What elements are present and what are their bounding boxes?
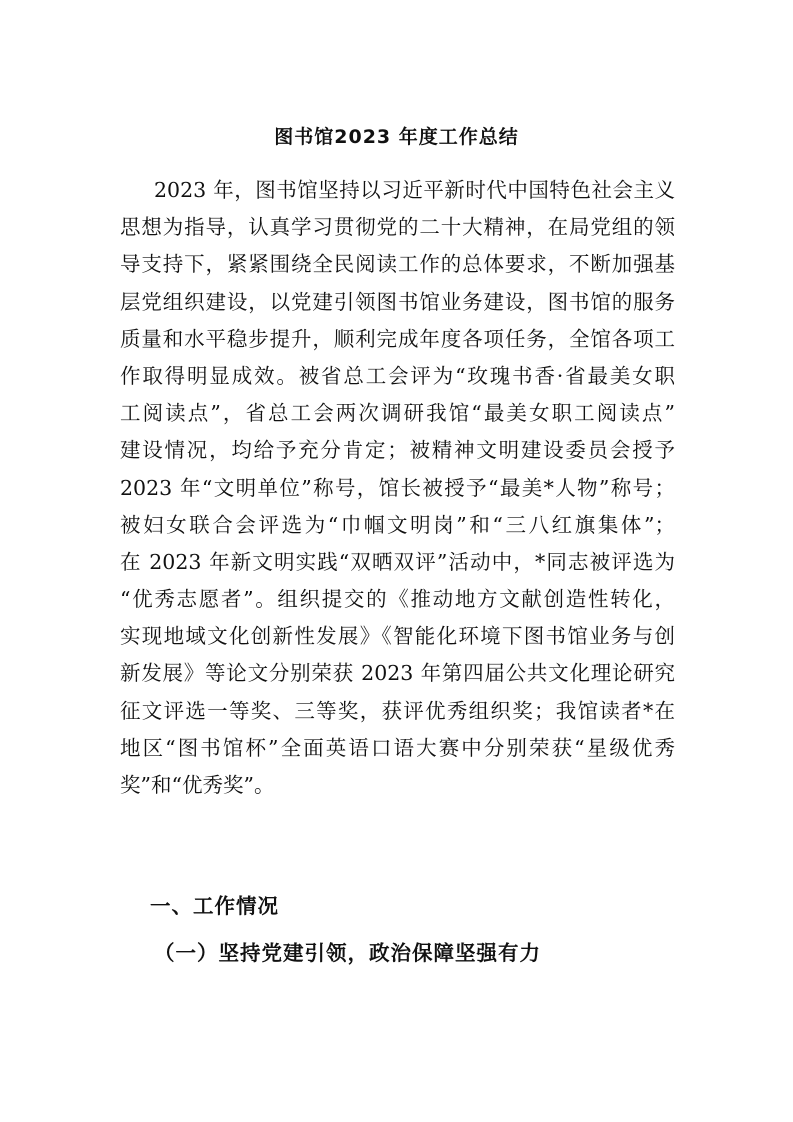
paragraph-line: “优秀志愿者”。组织提交的《推动地方文献创造性转化， bbox=[120, 587, 675, 612]
paragraph-line: 2023 年“文明单位”称号，馆长被授予“最美*人物”称号； bbox=[120, 475, 675, 500]
paragraph-line: 建设情况，均给予充分肯定；被精神文明建设委员会授予 bbox=[120, 438, 675, 463]
paragraph-line: 在 2023 年新文明实践“双晒双评”活动中，*同志被评选为 bbox=[120, 549, 675, 574]
paragraph-line: 奖”和“优秀奖”。 bbox=[120, 773, 275, 797]
paragraph-line: 实现地域文化创新性发展》《智能化环境下图书馆业务与创 bbox=[120, 624, 675, 649]
paragraph-line: 思想为指导，认真学习贯彻党的二十大精神，在局党组的领 bbox=[120, 215, 675, 240]
section-heading: 一、工作情况 bbox=[150, 894, 279, 918]
paragraph-line: 2023 年，图书馆坚持以习近平新时代中国特色社会主义 bbox=[154, 178, 675, 202]
paragraph-line: 新发展》等论文分别荣获 2023 年第四届公共文化理论研究 bbox=[120, 661, 675, 686]
subsection-heading: （一）坚持党建引领，政治保障坚强有力 bbox=[154, 941, 541, 965]
document-body bbox=[120, 172, 675, 804]
paragraph-line: 工阅读点”，省总工会两次调研我馆“最美女职工阅读点” bbox=[120, 401, 675, 426]
paragraph-line: 层党组织建设，以党建引领图书馆业务建设，图书馆的服务 bbox=[120, 289, 675, 314]
document-title: 图书馆2023 年度工作总结 bbox=[274, 126, 519, 148]
paragraph-line: 地区“图书馆杯”全面英语口语大赛中分别荣获“星级优秀 bbox=[120, 735, 675, 760]
paragraph-line: 导支持下，紧紧围绕全民阅读工作的总体要求，不断加强基 bbox=[120, 252, 675, 277]
paragraph-line: 征文评选一等奖、三等奖，获评优秀组织奖；我馆读者*在 bbox=[120, 698, 675, 723]
paragraph-line: 被妇女联合会评选为“巾帼文明岗”和“三八红旗集体”； bbox=[120, 512, 675, 537]
paragraph-line: 作取得明显成效。被省总工会评为“玫瑰书香·省最美女职 bbox=[120, 363, 675, 388]
paragraph-line: 质量和水平稳步提升，顺利完成年度各项任务，全馆各项工 bbox=[120, 326, 675, 351]
